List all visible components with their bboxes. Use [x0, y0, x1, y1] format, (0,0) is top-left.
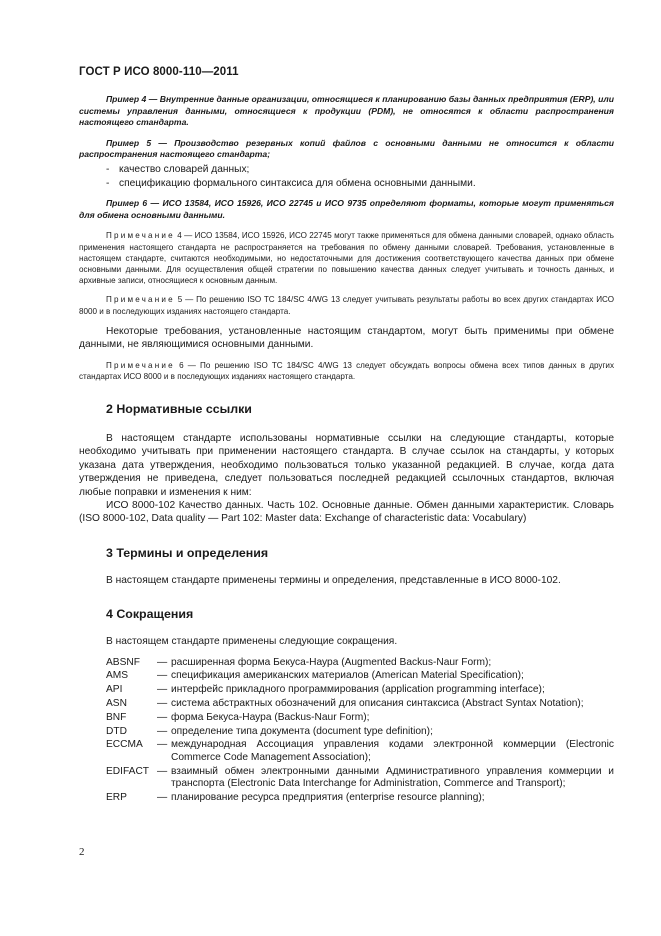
- abbreviation-definition: система абстрактных обозначений для описания синтаксиса (Abstract Syntax Notation);: [171, 697, 584, 709]
- em-dash: —: [157, 670, 168, 682]
- note-label: Примечание: [106, 360, 175, 370]
- abbreviation-row: [79, 792, 614, 805]
- section-2-reference: ИСО 8000-102 Качество данных. Часть 102. Основные данные. Обмен данными характеристик. Словарь (ISO 8000-102, Data quality — Part 102: Master data: Exchange of characteristic data: Vocabulary): [79, 500, 614, 525]
- em-dash: —: [157, 739, 168, 751]
- example-5: Пример 5 — Производство резервных копий файлов с основными данными не относится к области распространения настоящего стандарта;: [79, 137, 614, 160]
- em-dash: —: [157, 725, 168, 737]
- section-4-title: 4 Сокращения: [106, 607, 194, 622]
- note-label: Примечание: [106, 295, 175, 305]
- note-4: [79, 230, 614, 286]
- abbreviation-row: [79, 657, 614, 670]
- requirements-paragraph: Некоторые требования, установленные настоящим стандартом, могут быть применимы при обмене данными, не являющимися основными данными.: [79, 325, 614, 351]
- abbreviation-definition: взаимный обмен электронными данными Административного управления коммерции и транспорта (Electronic Data Interchange for Administration, Commerce and Transport);: [171, 765, 614, 790]
- note-label: Примечание: [106, 231, 175, 241]
- note-5: [79, 294, 614, 316]
- example-6: Пример 6 — ИСО 13584, ИСО 15926, ИСО 22745 и ИСО 9735 определяют форматы, которые могут применяться для обмена основными данными.: [79, 198, 614, 220]
- abbreviation-definition: интерфейс прикладного программирования (application programming interface);: [171, 684, 545, 696]
- abbreviation-definition: спецификация американских материалов (American Material Specification);: [171, 670, 524, 682]
- bullet-text: спецификацию формального синтаксиса для обмена основными данными.: [119, 177, 476, 189]
- abbreviation-row: [79, 712, 614, 725]
- em-dash: —: [157, 765, 168, 777]
- note-6: [79, 360, 614, 382]
- abbreviation-list: [79, 657, 614, 805]
- em-dash: —: [157, 697, 168, 709]
- abbreviation-row: [79, 698, 614, 711]
- abbreviation-row: [79, 684, 614, 697]
- abbreviation-row: [79, 726, 614, 739]
- abbreviation: EDIFACT: [106, 765, 150, 777]
- section-3-title: 3 Термины и определения: [106, 545, 269, 560]
- abbreviation-row: [79, 766, 614, 791]
- abbreviation: AMS: [106, 670, 129, 682]
- example-4: Пример 4 — Внутренние данные организации, относящиеся к планированию базы данных предприятия (ERP), или системы управления данными, относящиеся к продукции (PDM), не относятся к области распространения настоящего стандарта.: [79, 94, 614, 128]
- note-text: 4 — ИСО 13584, ИСО 15926, ИСО 22745 могут также применяться для обмена данными словарей, однако область применения настоящего стандарта не распространяется на требования по обмену данными словарей. Требования, установленные в настоящем стандарте, считаются необходимыми, но недостаточными для достижения соответствующего качества данных при обмене основными данными. Для осуществления общей стратегии по повышению качества данных следует учитывать и точность данных, и архивные записи, относящиеся к основным данным.: [79, 231, 614, 286]
- abbreviation: ABSNF: [106, 656, 140, 668]
- section-4-paragraph: В настоящем стандарте применены следующие сокращения.: [106, 636, 398, 648]
- abbreviation-row: [79, 670, 614, 683]
- abbreviation-definition: определение типа документа (document type definition);: [171, 725, 433, 737]
- abbreviation: ASN: [106, 697, 127, 709]
- bullet-item: [79, 177, 614, 191]
- em-dash: —: [157, 792, 168, 804]
- abbreviation-definition: планирование ресурса предприятия (enterprise resource planning);: [171, 792, 485, 804]
- abbreviation: BNF: [106, 711, 127, 723]
- bullet-dash: -: [106, 177, 110, 189]
- section-2-title: 2 Нормативные ссылки: [106, 401, 252, 416]
- abbreviation: API: [106, 684, 123, 696]
- section-3-paragraph: В настоящем стандарте применены термины и определения, представленные в ИСО 8000-102.: [106, 574, 561, 586]
- abbreviation: DTD: [106, 725, 127, 737]
- em-dash: —: [157, 656, 168, 668]
- em-dash: —: [157, 711, 168, 723]
- abbreviation: ERP: [106, 792, 127, 804]
- bullet-dash: -: [106, 163, 110, 175]
- note-text: 5 — По решению ISO TC 184/SC 4/WG 13 следует учитывать результаты работы во всех других стандартах ИСО 8000 и в последующих изданиях настоящего стандарта.: [79, 295, 614, 316]
- abbreviation-row: [79, 739, 614, 764]
- abbreviation-definition: международная Ассоциация управления кодами электронной коммерции (Electronic Commerce Code Management Association);: [171, 739, 614, 763]
- note-text: 6 — По решению ISO TC 184/SC 4/WG 13 следует обсуждать вопросы обмена всех типов данных в других стандартах ИСО 8000 и в последующих изданиях настоящего стандарта.: [79, 360, 614, 381]
- page-number: 2: [79, 846, 85, 858]
- page-content: [79, 94, 614, 806]
- document-header: ГОСТ Р ИСО 8000-110—2011: [79, 66, 239, 78]
- em-dash: —: [157, 684, 168, 696]
- abbreviation: ECCMA: [106, 739, 143, 751]
- bullet-text: качество словарей данных;: [119, 163, 250, 175]
- abbreviation-definition: форма Бекуса-Наура (Backus-Naur Form);: [171, 711, 370, 723]
- abbreviation-definition: расширенная форма Бекуса-Наура (Augmented Backus-Naur Form);: [171, 656, 492, 668]
- bullet-item: [79, 163, 614, 177]
- section-2-paragraph: В настоящем стандарте использованы нормативные ссылки на следующие стандарты, которые необходимо учитывать при применении настоящего стандарта. В случае ссылок на стандарты, у которых указана дата утверждения, необходимо пользоваться только указанной редакцией. В случае, когда дата утверждения не приведена, следует пользоваться последней редакцией ссылочных стандартов, включая любые поправки и изменения к ним:: [79, 432, 614, 498]
